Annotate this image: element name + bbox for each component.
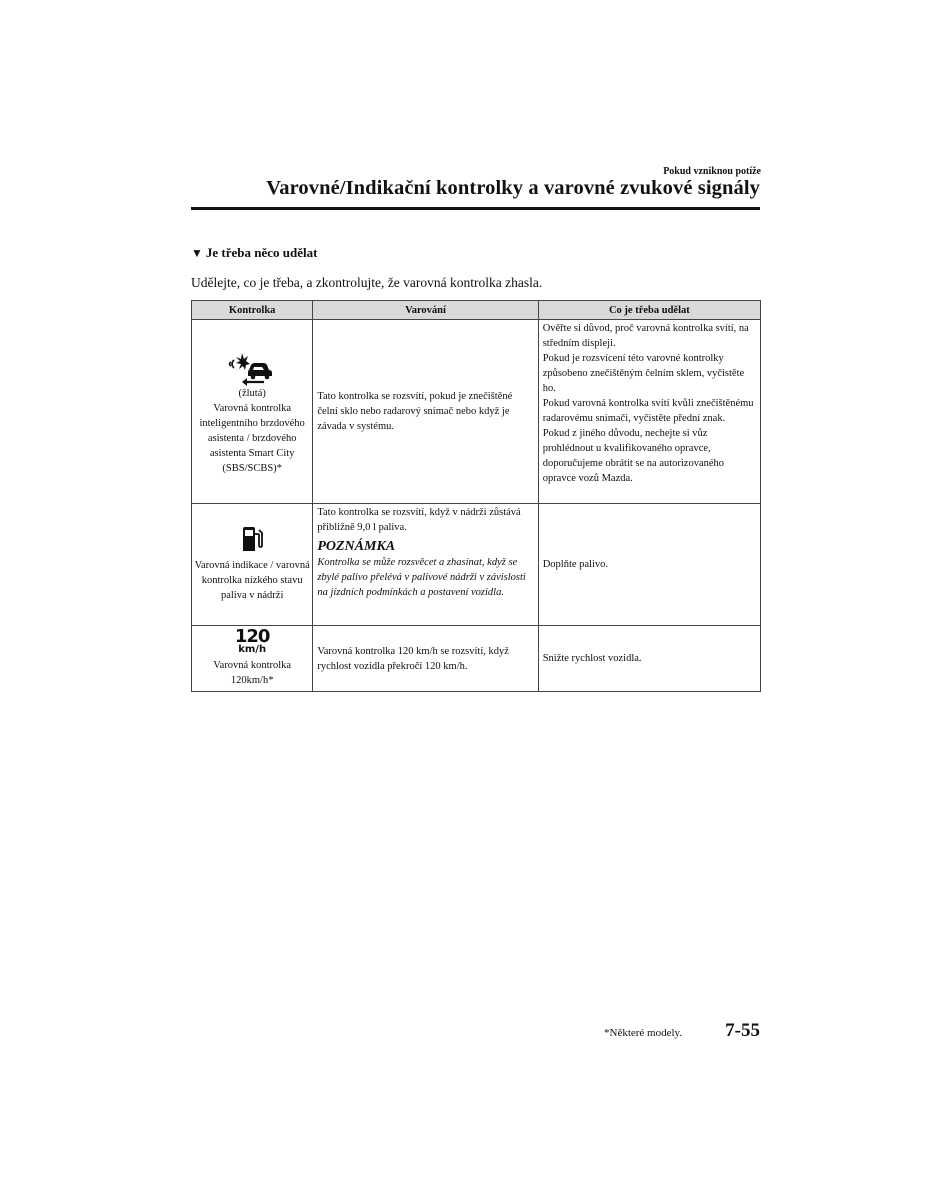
indicator-cell (192, 320, 313, 504)
title-rule (191, 207, 760, 210)
indicator-cell (192, 504, 313, 626)
speed-icon-number: 120 (234, 626, 270, 647)
action-cell (538, 504, 760, 626)
page-number: 7-55 (725, 1020, 760, 1041)
action-cell (538, 320, 760, 504)
intro-text: Udělejte, co je třeba, a zkontrolujte, že varovná kontrolka zhasla. (191, 275, 543, 290)
subsection-heading (191, 245, 317, 261)
table-row (192, 626, 761, 692)
indicator-name: Varovná kontrolka inteligentního brzdového asistenta / brzdového asistenta Smart City (SBS/SCBS)* (199, 402, 305, 474)
triangle-down-icon: ▼ (191, 246, 203, 260)
table-header-row (192, 301, 761, 320)
action-line: Snižte rychlost vozidla. (542, 653, 642, 664)
speed-icon-unit: km/h (238, 644, 267, 655)
note-body: Kontrolka se může rozsvěcet a zhasínat, když se zbylé palivo přelévá v palivové nádrži v závislosti na jízdních podmínkách a postavení vozidla. (317, 557, 526, 598)
page-title: Varovné/Indikační kontrolky a varovné zvukové signály (266, 177, 760, 199)
fuel-pump-icon (241, 526, 263, 552)
table-row (192, 320, 761, 504)
sbs-warning-icon (227, 348, 277, 386)
column-header-varovani: Varování (313, 301, 538, 320)
table-row (192, 504, 761, 626)
subsection-heading-text: Je třeba něco udělat (205, 245, 318, 260)
speed-120-icon (194, 626, 310, 655)
warning-cell (313, 504, 538, 626)
indicator-color-note: (žlutá) (238, 387, 266, 399)
column-header-kontrolka: Kontrolka (192, 301, 313, 320)
warning-cell: Varovná kontrolka 120 km/h se rozsvítí, když rychlost vozidla překročí 120 km/h. (313, 626, 538, 692)
warning-table (191, 300, 761, 692)
warning-cell: Tato kontrolka se rozsvítí, pokud je znečištěné čelní sklo nebo radarový snímač nebo když je závada v systému. (313, 320, 538, 504)
section-label: Pokud vzniknou potíže (663, 166, 761, 177)
note-title: POZNÁMKA (317, 539, 396, 554)
action-line: Ověřte si důvod, proč varovná kontrolka svítí, na středním displeji. (542, 323, 749, 349)
footnote: *Některé modely. (604, 1027, 683, 1039)
action-cell (538, 626, 760, 692)
indicator-name: Varovná kontrolka 120km/h* (213, 660, 292, 686)
action-line: Pokud varovná kontrolka svítí kvůli znečištěnému radarovému snímači, vyčistěte přední znak. (542, 398, 754, 424)
column-header-co-je-treba: Co je třeba udělat (538, 301, 760, 320)
warning-text: Tato kontrolka se rozsvítí, když v nádrži zůstává přibližně 9,0 l paliva. (317, 507, 521, 533)
action-line: Pokud z jiného důvodu, nechejte si vůz prohlédnout u kvalifikovaného opravce, doporučujeme obrátit se na autorizovaného opravce vozů Mazda. (542, 428, 725, 484)
indicator-cell (192, 626, 313, 692)
indicator-name: Varovná indikace / varovná kontrolka nízkého stavu paliva v nádrži (194, 560, 310, 601)
action-line: Doplňte palivo. (542, 559, 609, 570)
action-line: Pokud je rozsvícení této varovné kontrolky způsobeno znečištěným čelním sklem, vyčistěte ho. (542, 353, 745, 394)
